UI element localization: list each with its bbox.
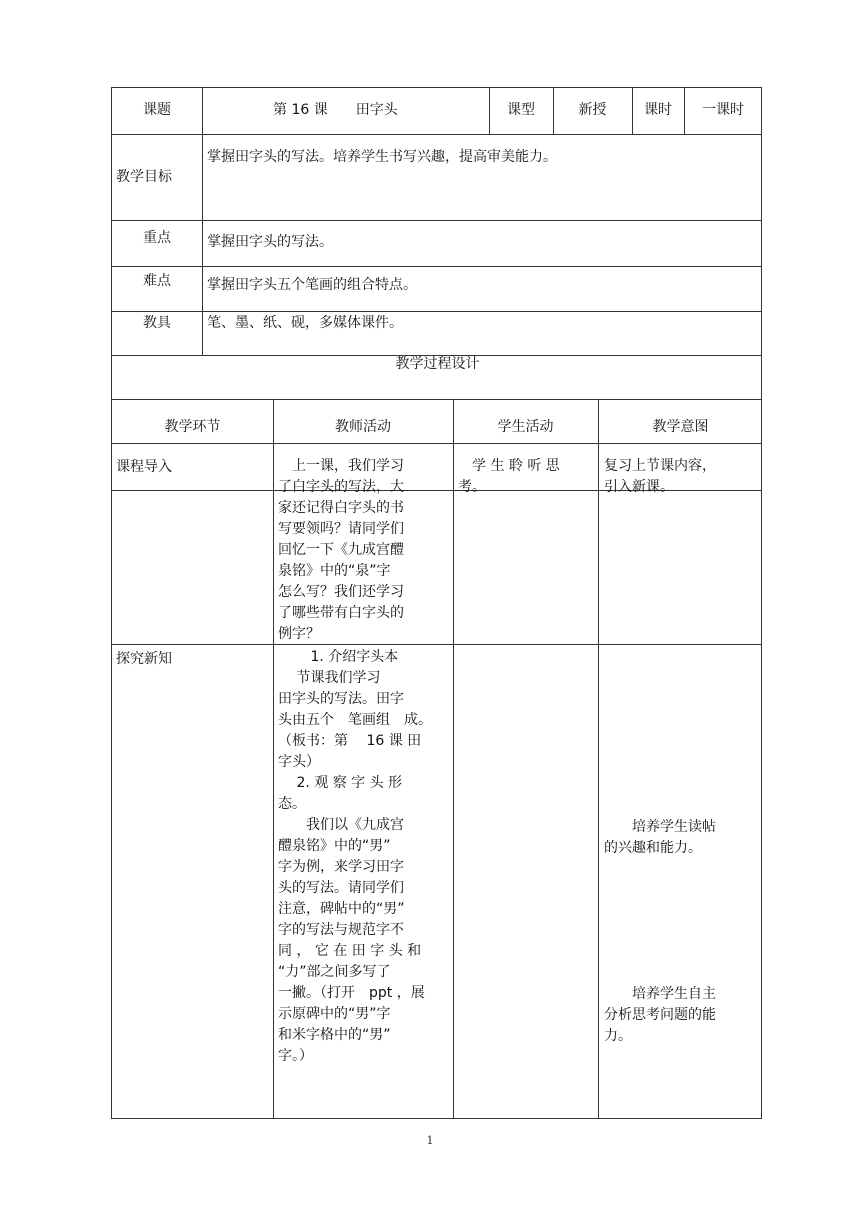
teacher-activity-intro: 上一课，我们学习 了白字头的写法，大 家还记得白字头的书 写要领吗？请同学们 回忆一下《九成宫醴 泉铭》中的“泉”字 怎么写？我们还学习 了哪些带有白字头的 例字？ xyxy=(278,458,404,642)
lesson-type-value: 新授 xyxy=(578,102,607,118)
topic-label: 课题 xyxy=(143,102,171,118)
row-divider xyxy=(112,644,761,645)
page-number: 1 xyxy=(426,1134,434,1147)
lesson-plan-table xyxy=(111,87,762,1119)
hours-value: 一课时 xyxy=(702,102,744,118)
hours-label: 课时 xyxy=(644,102,672,118)
col-divider xyxy=(273,399,274,1119)
student-activity-intro: 学 生 聆 听 思 考。 xyxy=(458,458,560,495)
intent-explore-reading: 培养学生读帖 的兴趣和能力。 xyxy=(604,819,716,856)
difficulty-value: 掌握田字头五个笔画的组合特点。 xyxy=(207,277,417,293)
topic-value: 第 16 课 田字头 xyxy=(273,102,398,118)
intent-intro: 复习上节课内容， 引入新课。 xyxy=(604,458,716,495)
col-divider xyxy=(202,88,203,355)
row-divider xyxy=(112,443,761,444)
col-divider xyxy=(453,399,454,1119)
row-divider xyxy=(112,220,761,221)
key-points-label: 重点 xyxy=(143,230,171,246)
col-header-stage: 教学环节 xyxy=(164,419,221,435)
tools-label: 教具 xyxy=(143,315,171,331)
col-header-teacher: 教师活动 xyxy=(335,419,391,435)
col-divider xyxy=(598,399,599,1119)
lesson-type-label: 课型 xyxy=(507,102,535,118)
row-divider xyxy=(112,134,761,135)
difficulty-label: 难点 xyxy=(143,273,171,289)
process-title: 教学过程设计 xyxy=(395,356,480,372)
stage-explore: 探究新知 xyxy=(116,651,172,667)
col-header-intent: 教学意图 xyxy=(652,419,709,435)
row-divider xyxy=(112,399,761,400)
intent-explore-analysis: 培养学生自主 分析思考问题的能 力。 xyxy=(604,986,716,1044)
col-header-student: 学生活动 xyxy=(497,419,554,435)
objectives-value: 掌握田字头的写法。培养学生书写兴趣，提高审美能力。 xyxy=(207,149,557,165)
teacher-activity-explore: 1. 介绍字头本 节课我们学习 田字头的写法。田字 头由五个 笔画组 成。 （板书：第 16 课 田 字头） 2. 观 察 字 头 形 态。 我们以《九成宫 醴泉铭》中的“男” 字为例，来学习田字 头的写法。请同学们 注意，碑帖中的“男” 字的写法与规范字不 同 ， 它 在 田 字 头 和 “力”部之间多写了 一撇。（打开 ppt ，展 示原碑中的“男”字 和米字格中的“男” 字。） xyxy=(278,649,432,1064)
row-divider xyxy=(112,311,761,312)
stage-intro: 课程导入 xyxy=(116,459,172,475)
key-points-value: 掌握田字头的写法。 xyxy=(207,234,333,250)
tools-value: 笔、墨、纸、砚，多媒体课件。 xyxy=(207,315,403,331)
row-divider xyxy=(112,266,761,267)
objectives-label: 教学目标 xyxy=(116,169,172,185)
